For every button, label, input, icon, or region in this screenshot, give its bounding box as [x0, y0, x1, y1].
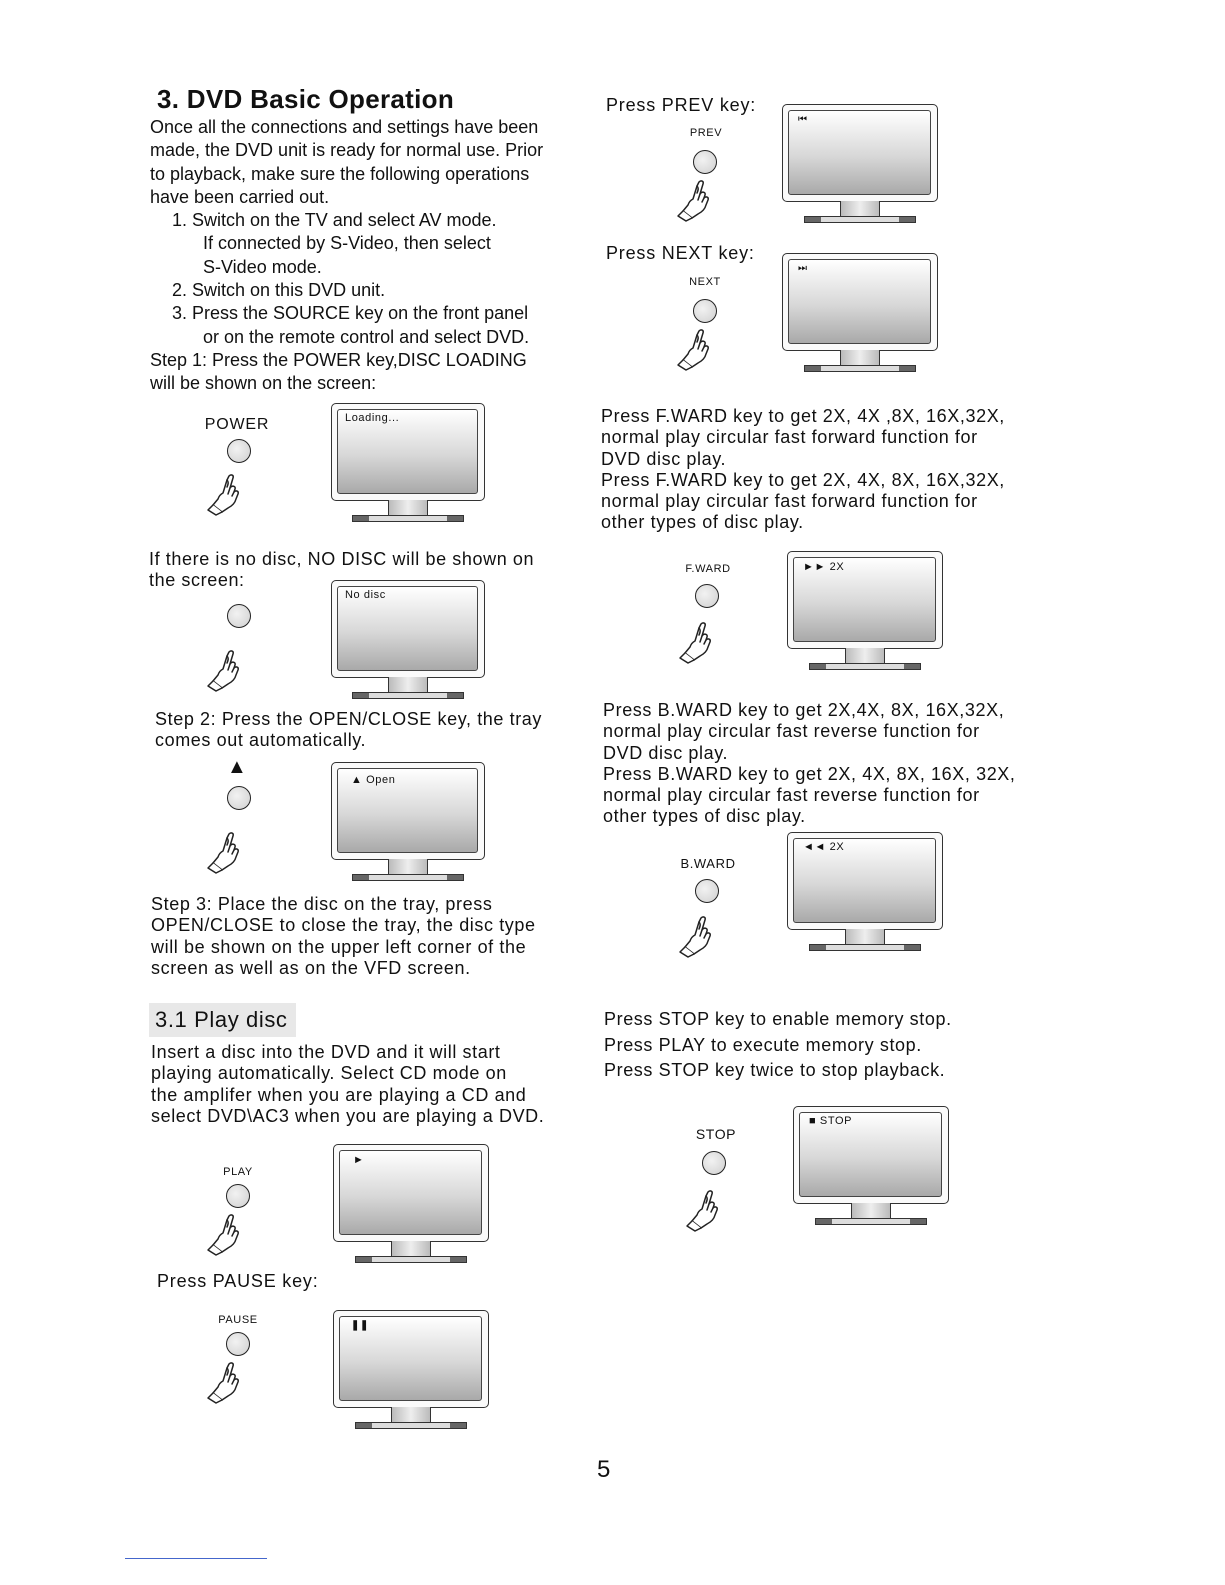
pointing-hand-icon: [205, 830, 247, 879]
text-line: select DVD\AC3 when you are playing a DVD.: [151, 1105, 545, 1126]
osd-fward-text: ►► 2X: [803, 561, 845, 573]
text-line: Press STOP key to enable memory stop.: [604, 1009, 952, 1029]
play-paragraph: [151, 1042, 544, 1127]
prev-button[interactable]: [693, 150, 717, 174]
page-heading: 3. DVD Basic Operation: [157, 84, 455, 114]
pause-caption: Press PAUSE key:: [157, 1271, 319, 1291]
steps-line: If connected by S-Video, then select: [203, 233, 491, 254]
osd-prev-icon: ⏮: [798, 114, 808, 125]
text-line: the amplifer when you are playing a CD and: [151, 1084, 527, 1105]
pause-button[interactable]: [226, 1332, 250, 1356]
stop-button[interactable]: [702, 1151, 726, 1175]
pointing-hand-icon: [205, 1212, 247, 1261]
intro-line: made, the DVD unit is ready for normal use. Prior: [150, 140, 544, 161]
text-line: Step 2: Press the OPEN/CLOSE key, the tray: [155, 709, 543, 729]
text-line: normal play circular fast forward function for: [601, 491, 978, 512]
steps-line: Step 1: Press the POWER key,DISC LOADING: [150, 349, 527, 370]
monitor-stand-base: [352, 874, 464, 881]
monitor-base-left: [816, 1219, 832, 1224]
text-line: comes out automatically.: [155, 730, 367, 751]
text-line: normal play circular fast reverse function for: [603, 785, 980, 806]
monitor-base-left: [353, 516, 369, 521]
bward-paragraph: [603, 700, 1016, 828]
monitor-base-right: [899, 217, 915, 222]
monitor-base-left: [805, 217, 821, 222]
pause-key-label: PAUSE: [218, 1314, 258, 1326]
text-line: other types of disc play.: [603, 806, 806, 827]
text-line: Step 3: Place the disc on the tray, press: [151, 894, 493, 914]
steps-line: will be shown on the screen:: [150, 373, 377, 394]
monitor-base-right: [904, 945, 920, 950]
text-line: Press F.WARD key to get 2X, 4X, 8X, 16X,32X,: [601, 469, 1005, 490]
pointing-hand-icon: [675, 178, 717, 227]
monitor-base-right: [910, 1219, 926, 1224]
steps-line: or on the remote control and select DVD.: [203, 326, 530, 347]
text-line: Press B.WARD key to get 2X, 4X, 8X, 16X, 32X,: [603, 763, 1016, 784]
text-line: screen as well as on the VFD screen.: [151, 957, 471, 978]
text-line: playing automatically. Select CD mode on: [151, 1063, 507, 1084]
monitor-stand-base: [352, 692, 464, 699]
text-line: the screen:: [149, 570, 245, 591]
footer-rule: [125, 1558, 267, 1559]
monitor-base-left: [810, 664, 826, 669]
monitor-base-left: [810, 945, 826, 950]
power-key-label: POWER: [204, 416, 270, 433]
text-line: OPEN/CLOSE to close the tray, the disc type: [151, 915, 536, 936]
monitor-base-right: [904, 664, 920, 669]
monitor-base-right: [447, 693, 463, 698]
text-line: If there is no disc, NO DISC will be shown on: [149, 549, 535, 569]
text-line: DVD disc play.: [601, 448, 727, 469]
monitor-screen: [788, 259, 931, 344]
pointing-hand-icon: [205, 1360, 247, 1409]
osd-stop-text: ■ STOP: [809, 1115, 853, 1127]
text-line: other types of disc play.: [601, 512, 804, 533]
next-button[interactable]: [693, 299, 717, 323]
steps-line: 2. Switch on this DVD unit.: [172, 280, 386, 301]
stop-key-label: STOP: [695, 1126, 737, 1142]
step3-paragraph: [151, 894, 536, 979]
osd-play-icon: ►: [353, 1154, 365, 1166]
text-line: Press STOP key twice to stop playback.: [604, 1060, 946, 1080]
section-heading: 3.1 Play disc: [149, 1003, 296, 1037]
text-line: normal play circular fast reverse function for: [603, 721, 980, 742]
monitor-stand-base: [804, 216, 916, 223]
fward-paragraph: [601, 406, 1005, 534]
monitor-base-right: [447, 516, 463, 521]
open-close-button[interactable]: [227, 786, 251, 810]
text-line: Press F.WARD key to get 2X, 4X ,8X, 16X,32X,: [601, 406, 1005, 426]
pointing-hand-icon: [684, 1188, 726, 1237]
intro-line: Once all the connections and settings have been: [150, 117, 539, 137]
monitor-base-right: [447, 875, 463, 880]
steps-line: 3. Press the SOURCE key on the front panel: [172, 303, 529, 324]
bward-key-label: B.WARD: [680, 856, 736, 871]
monitor-stand-base: [809, 944, 921, 951]
monitor-base-right: [899, 366, 915, 371]
text-line: Insert a disc into the DVD and it will start: [151, 1042, 501, 1062]
intro-line: have been carried out.: [150, 186, 330, 207]
osd-loading-text: Loading...: [345, 412, 400, 424]
pointing-hand-icon: [205, 472, 247, 521]
monitor-stand-base: [352, 515, 464, 522]
osd-bward-text: ◄◄ 2X: [803, 841, 845, 853]
monitor-screen: [788, 110, 931, 195]
osd-no-disc-text: No disc: [345, 589, 386, 601]
osd-pause-icon: ❚❚: [351, 1320, 369, 1331]
pointing-hand-icon: [675, 327, 717, 376]
play-key-label: PLAY: [223, 1166, 253, 1178]
stop-paragraph: [604, 1007, 952, 1084]
text-line: normal play circular fast forward function for: [601, 427, 978, 448]
monitor-base-left: [805, 366, 821, 371]
fward-key-label: F.WARD: [685, 563, 731, 575]
prev-caption: Press PREV key:: [606, 95, 757, 115]
text-line: DVD disc play.: [603, 742, 729, 763]
monitor-base-left: [356, 1423, 372, 1428]
page-number: 5: [597, 1456, 611, 1483]
osd-next-icon: ⏭: [798, 263, 808, 274]
power-button[interactable]: [227, 604, 251, 628]
text-line: Press B.WARD key to get 2X,4X, 8X, 16X,32X,: [603, 700, 1005, 720]
text-line: will be shown on the upper left corner of the: [151, 936, 527, 957]
step2-paragraph: [155, 709, 542, 752]
prev-key-label: PREV: [689, 127, 723, 139]
steps-line: S-Video mode.: [203, 256, 322, 277]
pointing-hand-icon: [677, 620, 719, 669]
monitor-base-right: [450, 1423, 466, 1428]
pointing-hand-icon: [205, 648, 247, 697]
monitor-stand-base: [815, 1218, 927, 1225]
eject-icon: ▲: [227, 756, 247, 778]
monitor-stand-base: [804, 365, 916, 372]
monitor-base-right: [450, 1257, 466, 1262]
bward-button[interactable]: [695, 879, 719, 903]
power-button[interactable]: [227, 439, 251, 463]
next-caption: Press NEXT key:: [606, 243, 755, 263]
play-button[interactable]: [226, 1184, 250, 1208]
monitor-stand-base: [355, 1422, 467, 1429]
next-key-label: NEXT: [689, 276, 721, 288]
monitor-base-left: [356, 1257, 372, 1262]
steps-line: 1. Switch on the TV and select AV mode.: [172, 210, 497, 231]
text-line: Press PLAY to execute memory stop.: [604, 1034, 922, 1055]
monitor-base-left: [353, 875, 369, 880]
intro-paragraph: [150, 116, 543, 396]
fward-button[interactable]: [695, 584, 719, 608]
monitor-base-left: [353, 693, 369, 698]
osd-open-text: ▲ Open: [351, 774, 396, 786]
monitor-stand-base: [355, 1256, 467, 1263]
intro-line: to playback, make sure the following operations: [150, 163, 530, 184]
monitor-stand-base: [809, 663, 921, 670]
pointing-hand-icon: [677, 914, 719, 963]
